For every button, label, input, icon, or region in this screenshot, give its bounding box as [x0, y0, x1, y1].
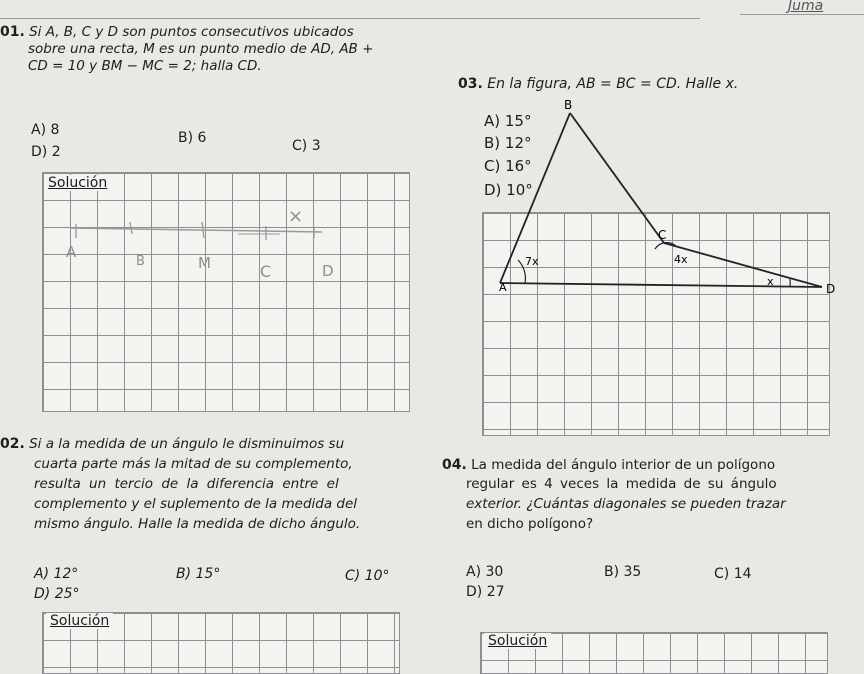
angle-label-x: x — [767, 275, 774, 288]
p02-option-a[interactable]: A) 12° — [34, 566, 78, 582]
problem-01-number: 01. — [0, 24, 25, 40]
header-rule-right — [740, 14, 864, 15]
problem-04 — [442, 457, 864, 474]
problem-02-line3: resulta un tercio de la diferencia entre el — [34, 476, 339, 493]
p01-solution-label: Solución — [44, 175, 111, 191]
problem-02-line2: cuarta parte más la mitad de su complemento, — [34, 456, 353, 473]
problem-03-line1: En la figura, AB = BC = CD. Halle x. — [487, 76, 738, 92]
p03-option-a[interactable]: A) 15° — [484, 112, 531, 130]
vertex-b-label: B — [564, 98, 572, 112]
problem-02-number: 02. — [0, 436, 25, 452]
problem-02-line4: complemento y el suplemento de la medida del — [34, 496, 357, 513]
p04-option-d[interactable]: D) 27 — [466, 584, 505, 600]
sketch-label-a: A — [66, 243, 76, 261]
angle-label-4x: 4x — [674, 253, 688, 266]
p02-option-b[interactable]: B) 15° — [176, 566, 220, 582]
problem-03-number: 03. — [458, 76, 483, 92]
p01-option-a[interactable]: A) 8 — [31, 122, 59, 138]
p04-option-c[interactable]: C) 14 — [714, 566, 752, 582]
vertex-c-label: C — [658, 228, 666, 242]
segment-cd — [664, 243, 822, 287]
problem-02-line1: Si a la medida de un ángulo le disminuimos su — [29, 436, 344, 452]
top-rule — [0, 18, 700, 19]
vertex-a-label: A — [499, 281, 507, 294]
p03-option-c[interactable]: C) 16° — [484, 157, 532, 175]
sketch-line — [70, 228, 322, 232]
vertex-d-label: D — [826, 282, 835, 296]
p01-option-c[interactable]: C) 3 — [292, 138, 321, 154]
sketch-x-mark: × — [288, 206, 303, 227]
problem-01-line2: sobre una recta, M es un punto medio de AD, AB + — [28, 41, 373, 58]
sketch-label-d: D — [322, 262, 334, 280]
p03-option-d[interactable]: D) 10° — [484, 181, 533, 199]
sketch-tick-b — [130, 222, 132, 234]
header-handwriting: Juma — [788, 0, 823, 14]
angle-label-7x: 7x — [525, 255, 539, 268]
problem-04-line3: exterior. ¿Cuántas diagonales se pueden trazar — [466, 496, 786, 513]
p01-pencil-sketch — [42, 172, 408, 410]
sketch-label-m: M — [198, 254, 211, 272]
p04-solution-label: Solución — [484, 633, 551, 649]
problem-04-line4: en dicho polígono? — [466, 516, 593, 533]
problem-04-line1: La medida del ángulo interior de un polígono — [471, 457, 775, 473]
sketch-label-b: B — [136, 254, 145, 269]
p02-option-c[interactable]: C) 10° — [345, 568, 390, 584]
problem-04-line2: regular es 4 veces la medida de su ángulo — [466, 476, 777, 493]
p02-option-d[interactable]: D) 25° — [34, 586, 80, 602]
p03-option-b[interactable]: B) 12° — [484, 134, 532, 152]
p04-option-b[interactable]: B) 35 — [604, 564, 641, 580]
problem-01-line3: CD = 10 y BM − MC = 2; halla CD. — [28, 58, 262, 75]
p01-option-b[interactable]: B) 6 — [178, 130, 206, 146]
problem-03 — [458, 76, 738, 93]
sketch-label-c: C — [260, 262, 271, 281]
problem-04-number: 04. — [442, 457, 467, 473]
segment-ad — [500, 283, 822, 287]
p04-option-a[interactable]: A) 30 — [466, 564, 503, 580]
segment-bc — [570, 113, 664, 243]
problem-01-line1: Si A, B, C y D son puntos consecutivos ubicados — [29, 24, 354, 40]
p01-option-d[interactable]: D) 2 — [31, 144, 61, 160]
problem-02-line5: mismo ángulo. Halle la medida de dicho ángulo. — [34, 516, 360, 533]
problem-01 — [0, 24, 450, 41]
p02-solution-label: Solución — [46, 613, 113, 629]
problem-02 — [0, 436, 440, 453]
